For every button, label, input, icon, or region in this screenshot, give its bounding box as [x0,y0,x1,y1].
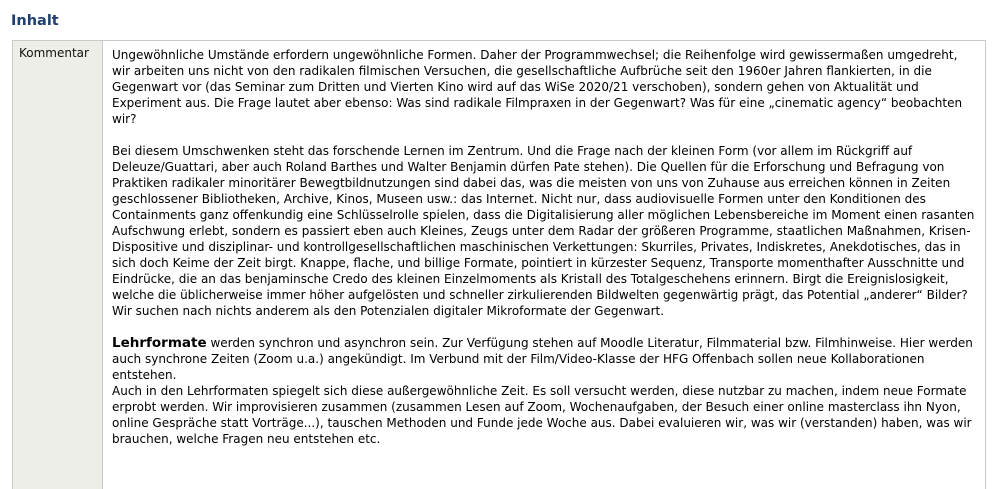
comment-label: Kommentar [13,41,103,489]
section-title: Inhalt [11,13,59,29]
teaching-formats-text: werden synchron und asynchron sein. Zur Verfügung stehen auf Moodle Literatur, Filmmaterial bzw. Filmhinweise. Hier werden auch synchrone Zeiten (Zoom u.a.) angekündigt. Im Verbund mit der Film/Video-Klasse der HFG Offenbach sollen neue Kollaborationen entstehen. [112,336,973,382]
comment-table [12,40,986,489]
teaching-formats-term: Lehrformate [112,335,207,351]
paragraph-research-learning: Bei diesem Umschwenken steht das forschende Lernen im Zentrum. Und die Frage nach der kleinen Form (vor allem im Rückgriff auf Deleuze/Guattari, aber auch Roland Barthes und Walter Benjamin dürfen Pate stehen). Die Quellen für die Erforschung und Befragung von Praktiken radikaler minoritärer Bewegtbildnutzungen sind dabei das, was die meisten von uns von Zuhause aus erreichen können in Zeiten geschlossener Bibliotheken, Archive, Kinos, Museen usw.: das Internet. Nicht nur, dass audiovisuelle Formen unter den Konditionen des Containments ganz offenkundig eine Schlüsselrolle spielen, dass die Digitalisierung aller möglichen Lebensbereiche im Moment einen rasanten Aufschwung erlebt, sondern es passiert eben auch Kleines, Zeugs unter dem Radar der größeren Programme, staatlichen Maßnahmen, Krisen-Dispositive und disziplinar- und kontrollgesellschaftlichen maschinischen Verkettungen: Skurriles, Privates, Indiskretes, Anekdotisches, das in sich doch Keime der Zeit birgt. Knappe, flache, und billige Formate, pointiert in kürzester Sequenz, Transporte momenthafter Ausschnitte und Eindrücke, die an das benjaminsche Credo des kleinen Einzelmoments als Kristall des Totalgeschehens erinnern. Birgt die Ereignislosigkeit, welche die üblicherweise immer höher aufgelösten und schneller zirkulierenden Bildwelten gegenwärtig prägt, das Potential „anderer“ Bilder? Wir suchen nach nichts anderem als den Potenzialen digitaler Mikroformate der Gegenwart. [112,144,975,318]
paragraph-teaching-formats [112,335,979,383]
paragraph-improvisation: Auch in den Lehrformaten spiegelt sich diese außergewöhnliche Zeit. Es soll versucht werden, diese nutzbar zu machen, indem neue Formate erprobt werden. Wir improvisieren zusammen (zusammen Lesen auf Zoom, Wochenaufgaben, der Besuch einer online masterclass ihn Nyon, online Gespräche statt Vorträge...), tauschen Methoden und Funde jede Woche aus. Dabei evaluieren wir, was wir (verstanden) haben, was wir brauchen, welche Fragen neu entstehen etc. [112,384,972,446]
paragraph-program-change: Ungewöhnliche Umstände erfordern ungewöhnliche Formen. Daher der Programmwechsel; die Reihenfolge wird gewissermaßen umgedreht, wir arbeiten uns nicht von den radikalen filmischen Versuchen, die gesellschaftliche Aufbrüche seit den 1960er Jahren flankierten, in die Gegenwart vor (das Seminar zum Dritten und Vierten Kino wird auf das WiSe 2020/21 verschoben), sondern gehen von Aktualität und Experiment aus. Die Frage lautet aber ebenso: Was sind radikale Filmpraxen in der Gegenwart? Was für eine „cinematic agency“ beobachten wir? [112,48,963,126]
comment-content [103,41,985,489]
